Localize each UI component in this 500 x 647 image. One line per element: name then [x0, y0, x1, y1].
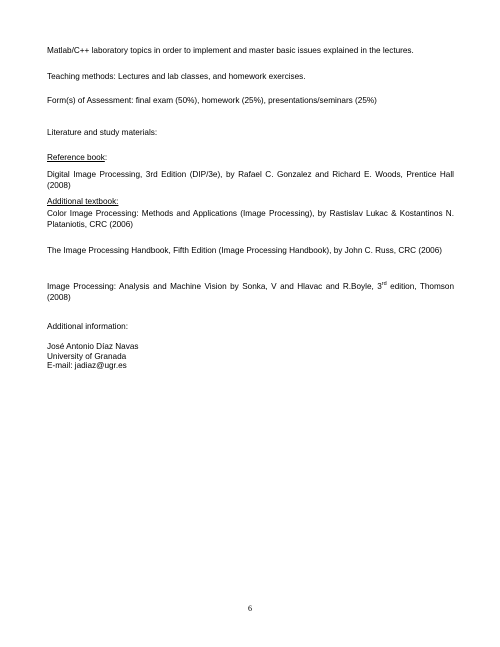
textbook-entry-3-main: Image Processing: Analysis and Machine Vision by Sonka, V and Hlavac and R.Boyle, 3 [47, 282, 382, 291]
textbook-entry-3-superscript: rd [381, 280, 387, 287]
contact-university: University of Granada [47, 351, 127, 361]
contact-email: E-mail: jadiaz@ugr.es [47, 361, 127, 371]
teaching-methods-paragraph: Teaching methods: Lectures and lab classes, and homework exercises. [47, 72, 306, 81]
textbook-entry-1: Color Image Processing: Methods and Applications (Image Processing), by Rastislav Lukac & Kostantinos N. Plataniotis, CRC (2006) [47, 209, 454, 229]
assessment-paragraph: Form(s) of Assessment: final exam (50%), homework (25%), presentations/seminars (25%) [47, 96, 377, 105]
reference-book-entry: Digital Image Processing, 3rd Edition (DIP/3e), by Rafael C. Gonzalez and Richard E. Woods, Prentice Hall (2008) [47, 170, 454, 190]
textbook-entry-2: The Image Processing Handbook, Fifth Edition (Image Processing Handbook), by John C. Russ, CRC (2006) [47, 246, 443, 255]
additional-textbook-heading: Additional textbook: [47, 197, 119, 206]
additional-info-heading: Additional information: [47, 322, 129, 331]
textbook-entry-3-tail: edition, Thomson (2008) [47, 282, 454, 302]
reference-book-colon: : [104, 153, 108, 162]
document-page [47, 0, 454, 647]
reference-book-heading-line [47, 153, 454, 164]
reference-book-heading: Reference book [47, 153, 105, 162]
contact-name: José Antonio Díaz Navas [47, 342, 139, 351]
textbook-entry-3 [47, 282, 454, 303]
page-number: 6 [248, 604, 252, 613]
contact-block [47, 342, 454, 371]
lab-topics-paragraph: Matlab/C++ laboratory topics in order to implement and master basic issues explained in the lectures. [47, 46, 414, 55]
literature-heading: Literature and study materials: [47, 128, 158, 137]
